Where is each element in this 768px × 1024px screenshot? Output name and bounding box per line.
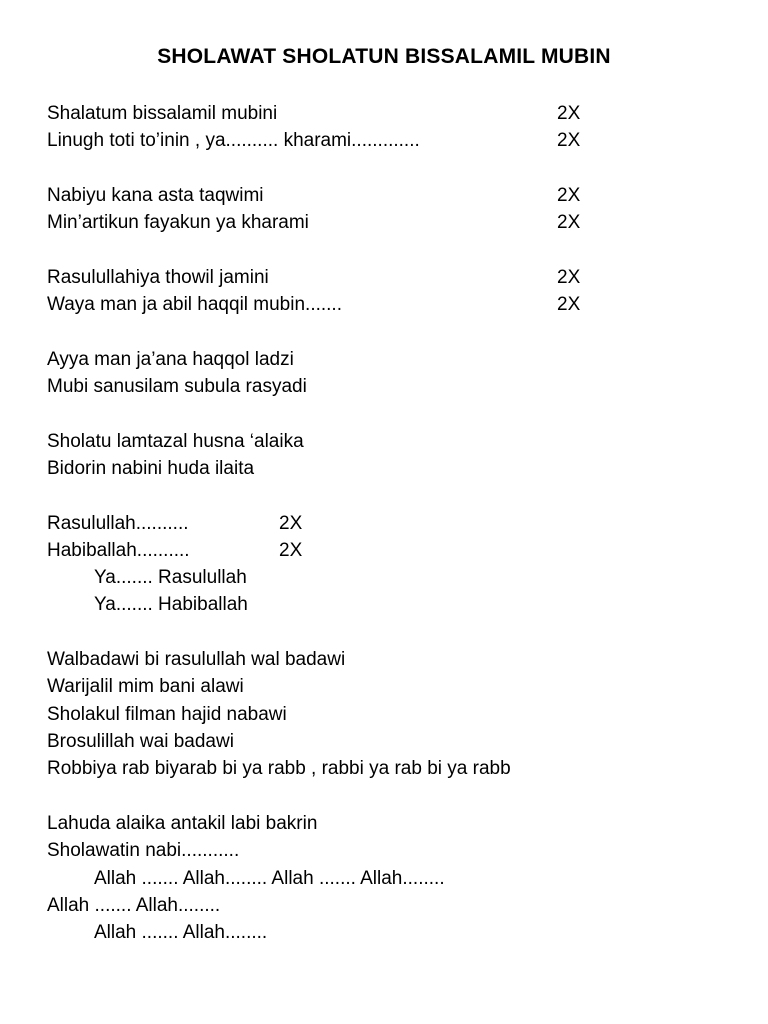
lyric-line: Warijalil mim bani alawi [47,676,244,697]
lyric-line: Min’artikun fayakun ya kharami [47,212,309,233]
repeat-mark: 2X [557,267,581,288]
lyric-line: Robbiya rab biyarab bi ya rabb , rabbi ya rab bi ya rabb [47,758,511,779]
lyric-line: Brosulillah wai badawi [47,731,234,752]
lyric-line: Sholakul filman hajid nabawi [47,704,287,725]
repeat-mark: 2X [557,294,581,315]
lyric-line: Rasulullah.......... [47,513,189,534]
document-title: SHOLAWAT SHOLATUN BISSALAMIL MUBIN [157,45,611,68]
lyric-line: Waya man ja abil haqqil mubin....... [47,294,342,315]
lyric-line: Walbadawi bi rasulullah wal badawi [47,649,346,670]
repeat-mark: 2X [557,212,581,233]
repeat-mark: 2X [279,540,303,561]
lyric-line: Bidorin nabini huda ilaita [47,458,255,479]
lyric-line: Ayya man ja’ana haqqol ladzi [47,349,294,370]
lyric-line: Ya....... Rasulullah [94,567,247,588]
lyric-line: Shalatum bissalamil mubini [47,103,278,124]
repeat-mark: 2X [557,103,581,124]
lyric-line: Linugh toti to’inin , ya.......... kharami............. [47,130,420,151]
lyric-line: Allah ....... Allah........ Allah ....... Allah........ [94,868,445,889]
lyric-line: Nabiyu kana asta taqwimi [47,185,264,206]
repeat-mark: 2X [557,130,581,151]
lyric-line: Sholawatin nabi........... [47,840,240,861]
lyric-line: Rasulullahiya thowil jamini [47,267,269,288]
lyric-line: Allah ....... Allah........ [94,922,268,943]
lyric-line: Ya....... Habiballah [94,594,248,615]
lyric-line: Mubi sanusilam subula rasyadi [47,376,307,397]
repeat-mark: 2X [279,513,303,534]
lyric-line: Lahuda alaika antakil labi bakrin [47,813,318,834]
lyric-line: Habiballah.......... [47,540,190,561]
lyric-line: Sholatu lamtazal husna ‘alaika [47,431,304,452]
lyric-line: Allah ....... Allah........ [47,895,221,916]
repeat-mark: 2X [557,185,581,206]
